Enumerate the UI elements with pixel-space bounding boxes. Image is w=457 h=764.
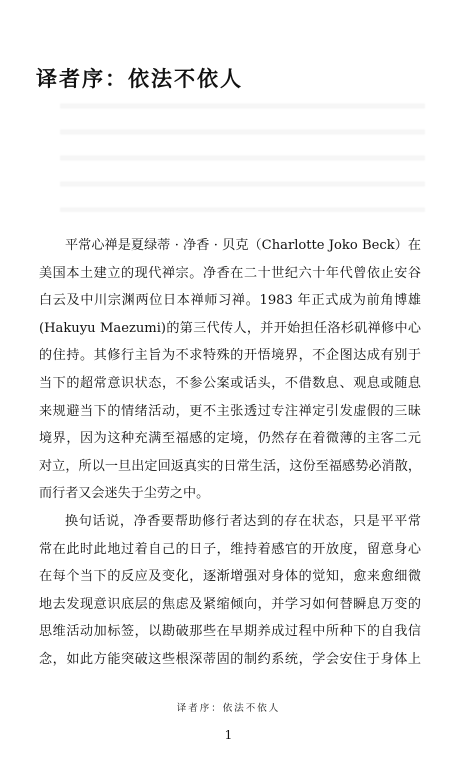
bleed-through-text: [60, 92, 425, 212]
text-line: 美国本土建立的现代禅宗。净香在二十世纪六十年代曾依止安谷: [39, 265, 421, 281]
text-line: 地去发现意识底层的焦虑及紧缩倾向，并学习如何替瞬息万变的: [39, 596, 421, 612]
text-line: 的住持。其修行主旨为不求特殊的开悟境界，不企图达成有别于: [39, 348, 421, 364]
text-line: 念，如此方能突破这些根深蒂固的制约系统，学会安住于身体上: [39, 651, 421, 667]
text-line: 对立，所以一旦出定回返真实的日常生活，这份至福感势必消散，: [39, 458, 421, 474]
text-line: 常在此时此地过着自己的日子，维持着感官的开放度，留意身心: [39, 541, 421, 557]
text-line: 换句话说，净香要帮助修行者达到的存在状态，只是平平常: [65, 513, 421, 529]
chapter-title: 译者序：依法不依人: [36, 66, 243, 91]
page-number: 1: [224, 728, 233, 742]
paragraph: [39, 508, 421, 674]
text-line: 白云及中川宗渊两位日本禅师习禅。1983 年正式成为前角博雄: [39, 293, 421, 309]
text-line: (Hakuyu Maezumi)的第三代传人，并开始担任洛杉矶禅修中心: [39, 320, 421, 336]
text-line: 而行者又会迷失于尘劳之中。: [39, 486, 210, 502]
text-line: 平常心禅是夏绿蒂 · 净香 · 贝克（Charlotte Joko Beck）在: [65, 238, 421, 253]
text-line: 思维活动加标签，以勘破那些在早期养成过程中所种下的自我信: [39, 624, 421, 640]
running-footer: 译者序：依法不依人: [176, 703, 281, 714]
body-text: [39, 232, 421, 674]
paragraph: [39, 232, 421, 508]
text-line: 在每个当下的反应及变化，逐渐增强对身体的觉知，愈来愈细微: [39, 569, 421, 585]
text-line: 当下的超常意识状态，不参公案或话头，不借数息、观息或随息: [39, 375, 421, 391]
text-line: 境界，因为这种充满至福感的定境，仍然存在着微薄的主客二元: [39, 431, 421, 447]
text-line: 来规避当下的情绪活动，更不主张透过专注禅定引发虚假的三昧: [39, 403, 421, 419]
